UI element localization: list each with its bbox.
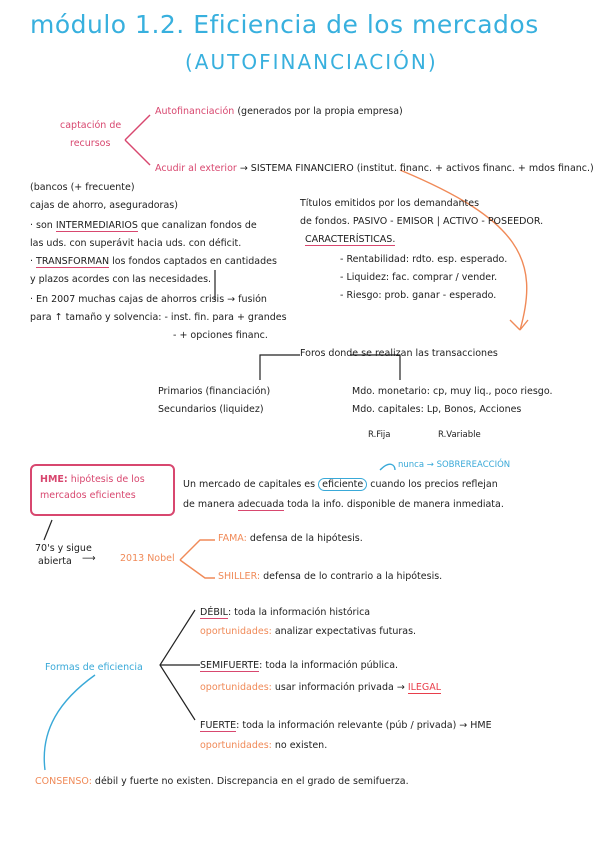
fuerte-op-rest: no existen. <box>271 740 328 751</box>
fama-head: FAMA: <box>218 533 247 544</box>
right-line-4: - Rentabilidad: rdto. esp. esperado. <box>340 254 508 265</box>
acudir-line <box>155 163 594 174</box>
page-title: módulo 1.2. Eficiencia de los mercados <box>30 10 539 39</box>
formas-label: Formas de eficiencia <box>45 662 143 673</box>
fuerte-head: FUERTE <box>200 720 237 731</box>
left-line-7: · En 2007 muchas cajas de ahorros crisis → fusión <box>30 294 267 305</box>
arrow-to-nobel: ⟶ <box>82 553 96 564</box>
eficiente-term: eficiente <box>318 478 367 491</box>
left-line-3a: · son <box>30 220 56 231</box>
debil-op-head: oportunidades: <box>200 626 272 637</box>
semifuerte-head: SEMIFUERTE <box>200 660 260 671</box>
fuerte-rest: : toda la información relevante (púb / privada) → HME <box>236 720 492 731</box>
shiller-head: SHILLER: <box>218 571 261 582</box>
hme-def-line-1 <box>183 479 498 490</box>
ilegal-tag: ILEGAL <box>407 682 442 693</box>
acudir-head: Acudir al exterior <box>155 163 237 174</box>
debil-op-line <box>200 626 416 637</box>
left-line-8: para ↑ tamaño y solvencia: - inst. fin. para + grandes <box>30 312 287 323</box>
consenso-rest: débil y fuerte no existen. Discrepancia en el grado de semifuerza. <box>91 776 409 787</box>
right-line-6: - Riesgo: prob. ganar - esperado. <box>340 290 497 301</box>
consenso-line <box>35 776 409 787</box>
hme-box-rest: hipótesis de los mercados eficientes <box>40 474 145 501</box>
nunca-sobrereaccion: nunca → SOBREREACCIÓN <box>398 460 511 470</box>
semifuerte-line <box>200 660 398 671</box>
left-line-3c: que canalizan fondos de <box>137 220 257 231</box>
consenso-head: CONSENSO: <box>35 776 92 787</box>
left-line-5 <box>30 256 277 267</box>
acudir-rest: → SISTEMA FINANCIERO (institut. financ. + activos financ. + mdos financ.) <box>239 163 594 174</box>
hme-def-2c: toda la info. disponible de manera inmediata. <box>284 499 504 510</box>
right-line-5: - Liquidez: fac. comprar / vender. <box>340 272 498 283</box>
renta-fija: R.Fija <box>368 430 391 440</box>
semifuerte-op-line <box>200 682 441 693</box>
fuerte-line <box>200 720 492 731</box>
left-line-5c: los fondos captados en cantidades <box>109 256 277 267</box>
mdo-capitales: Mdo. capitales: Lp, Bonos, Acciones <box>352 404 522 415</box>
intermediarios-term: INTERMEDIARIOS <box>55 220 138 231</box>
hme-def-line-2 <box>183 499 504 510</box>
seventies-1: 70's y sigue <box>35 543 92 554</box>
caracteristicas-heading: CARACTERÍSTICAS. <box>305 234 396 245</box>
semifuerte-op-rest: usar información privada → <box>271 682 405 693</box>
foros-text: Foros donde se realizan las transacciones <box>300 348 498 359</box>
fama-line <box>218 533 363 544</box>
hme-def-1c: cuando los precios reflejan <box>367 479 498 490</box>
captacion-label-1: captación de <box>60 120 122 131</box>
left-line-3 <box>30 220 257 231</box>
debil-rest: : toda la información histórica <box>227 607 371 618</box>
mdo-monetario: Mdo. monetario: cp, muy liq., poco riesgo. <box>352 386 553 397</box>
left-line-9: - + opciones financ. <box>173 330 268 341</box>
debil-head: DÉBIL <box>200 607 228 618</box>
shiller-rest: defensa de lo contrario a la hipótesis. <box>263 571 443 582</box>
autofinanciacion-line <box>155 106 403 117</box>
left-line-5a: · <box>30 256 37 267</box>
fama-rest: defensa de la hipótesis. <box>249 533 363 544</box>
debil-op-rest: analizar expectativas futuras. <box>271 626 417 637</box>
autofinanciacion-rest: (generados por la propia empresa) <box>237 106 403 117</box>
nobel-2013: 2013 Nobel <box>120 553 175 564</box>
hme-def-1a: Un mercado de capitales es <box>183 479 319 490</box>
left-line-4: las uds. con superávit hacia uds. con déficit. <box>30 238 242 249</box>
right-line-2: de fondos. PASIVO - EMISOR | ACTIVO - POSEEDOR. <box>300 216 544 227</box>
page-subtitle: (AUTOFINANCIACIÓN) <box>185 50 438 74</box>
seventies-2: abierta <box>38 556 72 567</box>
left-line-6: y plazos acordes con las necesidades. <box>30 274 212 285</box>
left-line-1: (bancos (+ frecuente) <box>30 182 135 193</box>
adecuada-term: adecuada <box>237 499 285 510</box>
debil-line <box>200 607 370 618</box>
fuerte-op-line <box>200 740 327 751</box>
transforman-term: TRANSFORMAN <box>36 256 110 267</box>
semifuerte-op-head: oportunidades: <box>200 682 272 693</box>
right-line-1: Títulos emitidos por los demandantes <box>300 198 480 209</box>
renta-variable: R.Variable <box>438 430 481 440</box>
semifuerte-rest: : toda la información pública. <box>259 660 399 671</box>
primarios: Primarios (financiación) <box>158 386 271 397</box>
fuerte-op-head: oportunidades: <box>200 740 272 751</box>
captacion-label-2: recursos <box>70 138 111 149</box>
hme-box <box>30 464 175 516</box>
secundarios: Secundarios (liquidez) <box>158 404 264 415</box>
autofinanciacion-head: Autofinanciación <box>155 106 235 117</box>
hme-box-head: HME: <box>40 474 68 485</box>
hme-def-2a: de manera <box>183 499 238 510</box>
left-line-2: cajas de ahorro, aseguradoras) <box>30 200 178 211</box>
shiller-line <box>218 571 442 582</box>
